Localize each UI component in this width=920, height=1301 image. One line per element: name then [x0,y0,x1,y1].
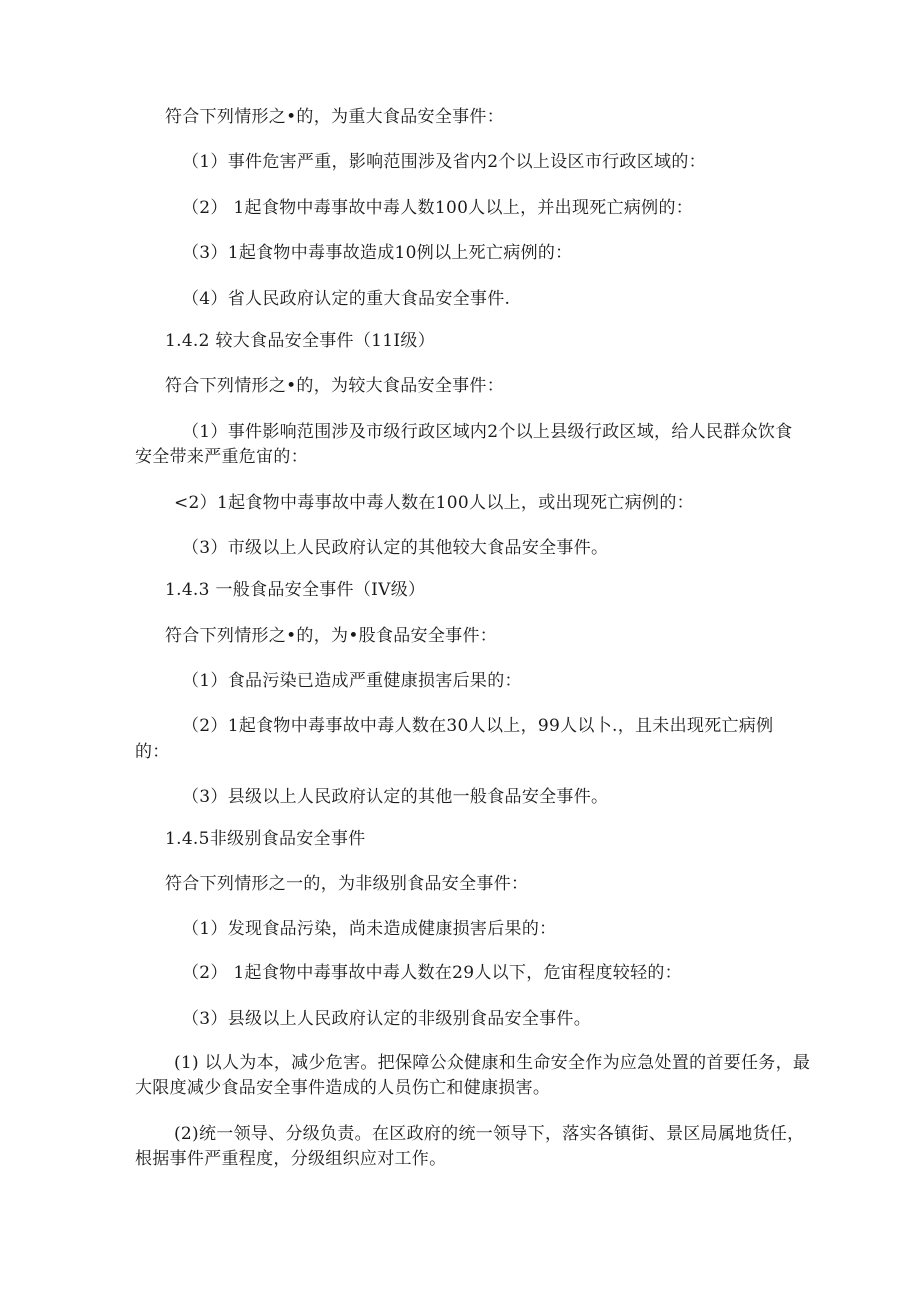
major-item-3: （3）1起食物中毒事故造成10例以上死亡病例的： [182,243,573,263]
larger-item-3: （3）市级以上人民政府认定的其他较大食品安全事件。 [182,538,609,558]
major-event-intro: 符合下列情形之•的，为重大食品安全事件： [165,107,505,127]
section-1-4-2-heading: 1.4.2 较大食品安全事件（11I级） [165,331,436,351]
general-item-2-cont: 的： [135,742,170,762]
larger-event-intro: 符合下列情形之•的，为较大食品安全事件： [165,376,505,396]
non-level-event-intro: 符合下列情形之一的，为非级别食品安全事件： [165,874,529,894]
non-level-item-2: （2） 1起食物中毒事故中毒人数在29人以下，危宙程度较轻的： [182,963,682,983]
principle-2: (2)统一领导、分级负责。在区政府的统一领导下，落实各镇街、景区局属地货任， [174,1124,805,1144]
section-1-4-3-heading: 1.4.3 一般食品安全事件（IV级） [165,580,426,600]
major-item-2: （2） 1起食物中毒事故中毒人数100人以上，并出现死亡病例的： [182,198,694,218]
section-1-4-5-heading: 1.4.5非级别食品安全事件 [165,829,366,849]
general-item-2: （2）1起食物中毒事故中毒人数在30人以上，99人以卜.，且未出现死亡病例 [182,716,774,736]
non-level-item-3: （3）县级以上人民政府认定的非级别食品安全事件。 [182,1009,592,1029]
larger-item-2: <2）1起食物中毒事故中毒人数在100人以上，或出现死亡病例的： [174,493,694,513]
general-item-3: （3）县级以上人民政府认定的其他一般食品安全事件。 [182,787,609,807]
larger-item-1: （1）事件影响范围涉及市级行政区域内2个以上县级行政区域，给人民群众饮食 [182,422,793,442]
major-item-1: （1）事件危害严重，影响范围涉及省内2个以上设区市行政区域的： [182,152,706,172]
principle-1: (1) 以人为本，减少危害。把保障公众健康和生命安全作为应急处置的首要任务，最 [174,1053,811,1073]
principle-1-cont: 大限度减少食品安全事件造成的人员伤亡和健康损害。 [135,1078,551,1098]
principle-2-cont: 根据事件严重程度，分级组织应对工作。 [135,1149,447,1169]
major-item-4: （4）省人民政府认定的重大食品安全事件. [182,289,511,309]
general-item-1: （1）食品污染已造成严重健康损害后果的： [182,671,522,691]
general-event-intro: 符合下列情形之•的，为•股食品安全事件： [165,626,498,646]
non-level-item-1: （1）发现食品污染，尚未造成健康损害后果的： [182,919,557,939]
larger-item-1-cont: 安全带来严重危宙的： [135,447,308,467]
